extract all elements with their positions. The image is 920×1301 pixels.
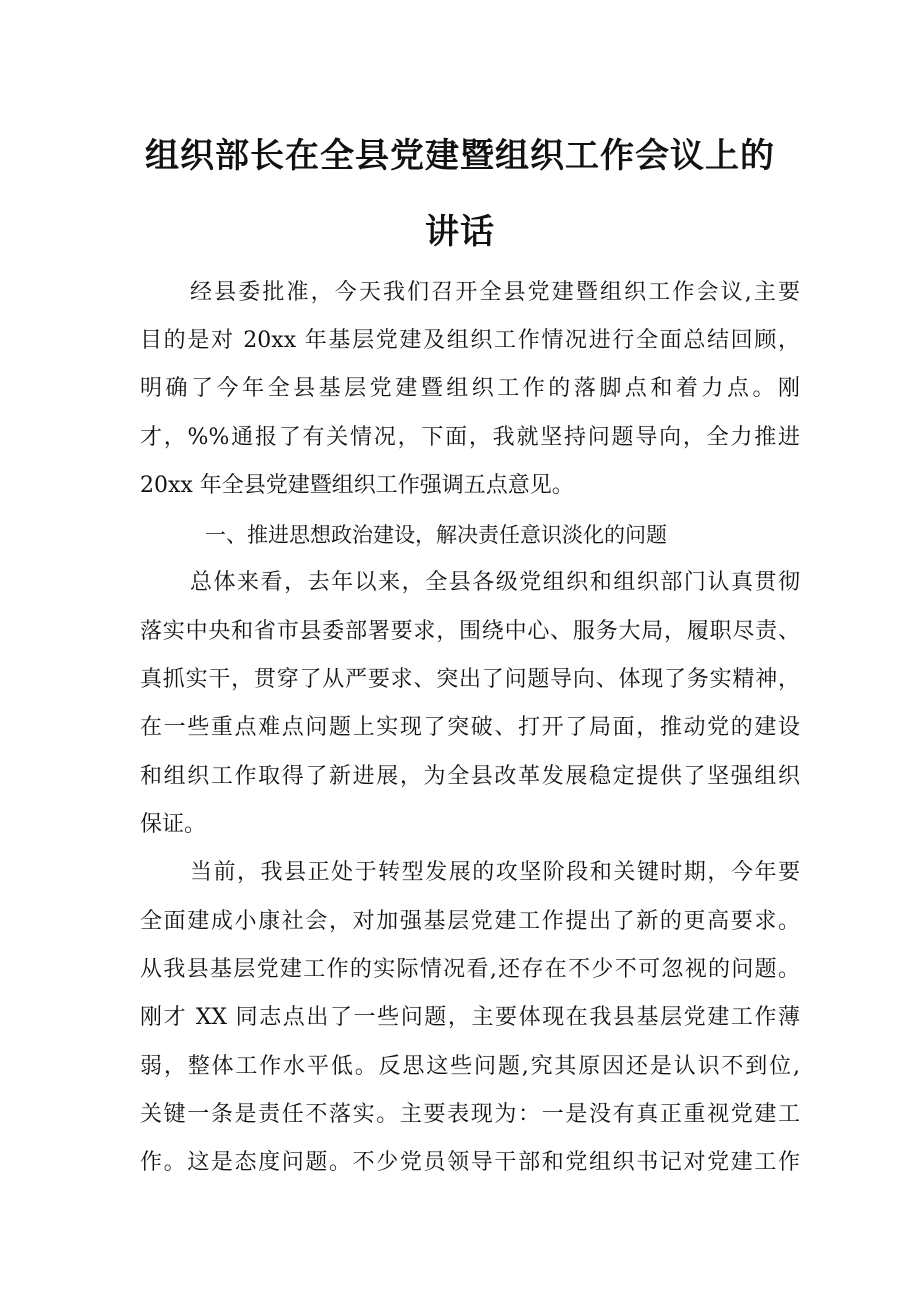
- document-title-line-1: 组织部长在全县党建暨组织工作会议上的: [145, 136, 775, 176]
- paragraph-2-line-4: 在一些重点难点问题上实现了突破、打开了局面，推动党的建设: [140, 715, 800, 740]
- section-heading-1: 一、推进思想政治建设，解决责任意识淡化的问题: [205, 523, 667, 547]
- paragraph-3-line-2: 全面建成小康社会，对加强基层党建工作提出了新的更高要求。: [140, 909, 800, 934]
- paragraph-2-line-1: 总体来看，去年以来，全县各级党组织和组织部门认真贯彻: [190, 570, 800, 595]
- paragraph-1-line-1: 经县委批准，今天我们召开全县党建暨组织工作会议,主要: [190, 280, 800, 305]
- document-title-line-2: 讲话: [425, 212, 495, 252]
- paragraph-3-line-1: 当前，我县正处于转型发展的攻坚阶段和关键时期，今年要: [190, 860, 800, 885]
- paragraph-2-line-6: 保证。: [140, 812, 207, 837]
- paragraph-1-line-4: 才，%%通报了有关情况，下面，我就坚持问题导向，全力推进: [140, 425, 800, 450]
- paragraph-3-line-3: 从我县基层党建工作的实际情况看,还存在不少不可忽视的问题。: [140, 957, 800, 982]
- paragraph-2-line-2: 落实中央和省市县委部署要求，围绕中心、服务大局，履职尽责、: [140, 619, 800, 644]
- paragraph-3-line-6: 关键一条是责任不落实。主要表现为：一是没有真正重视党建工: [140, 1102, 800, 1127]
- paragraph-1-line-5: 20xx 年全县党建暨组织工作强调五点意见。: [140, 473, 574, 498]
- paragraph-2-line-5: 和组织工作取得了新进展，为全县改革发展稳定提供了坚强组织: [140, 764, 800, 789]
- paragraph-1-line-3: 明确了今年全县基层党建暨组织工作的落脚点和着力点。刚: [140, 376, 800, 401]
- paragraph-3-line-5: 弱，整体工作水平低。反思这些问题,究其原因还是认识不到位,: [140, 1054, 800, 1079]
- paragraph-3-line-4: 刚才 XX 同志点出了一些问题，主要体现在我县基层党建工作薄: [140, 1005, 800, 1030]
- paragraph-3-line-7: 作。这是态度问题。不少党员领导干部和党组织书记对党建工作: [140, 1150, 800, 1175]
- paragraph-2-line-3: 真抓实干，贯穿了从严要求、突出了问题导向、体现了务实精神，: [140, 667, 800, 692]
- paragraph-1-line-2: 目的是对 20xx 年基层党建及组织工作情况进行全面总结回顾，: [140, 328, 800, 353]
